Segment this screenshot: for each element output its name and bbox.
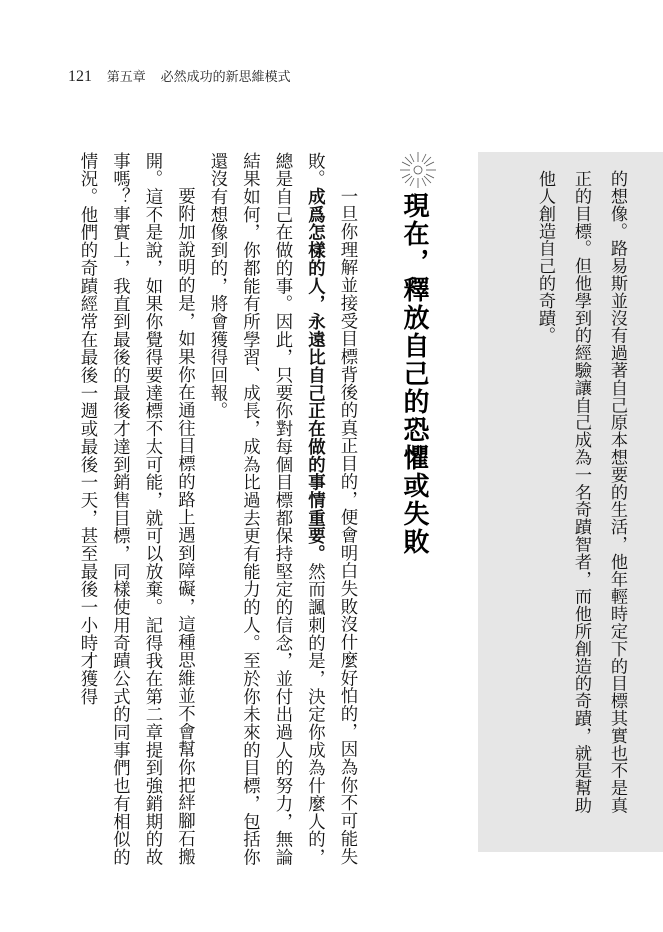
callout-box [478,152,663,852]
paragraph-1-intro: 一旦你理解並接受目標背後的真正目的，便會明白失敗沒什麼好怕的，因為你不可能失敗。 [304,152,357,866]
paragraph-1 [201,152,364,872]
paragraph-1-emphasis: 成爲怎樣的人，永遠比自己正在做的事情重要。 [304,187,325,563]
chapter-label: 第五章 [106,70,146,85]
chapter-title: 必然成功的新思維模式 [160,70,291,85]
section-heading: 現在，釋放自己的恐懼或失敗 [399,192,429,556]
running-header [68,66,291,86]
page-number: 121 [68,68,92,85]
paragraph-2: 要附加說明的是，如果你在通往目標的路上遇到障礙，這種思維並不會幫你把絆腳石搬開。這不是說，如果你覺得要達標不太可能，就可以放棄。記得我在第二章提到強銷期的故事嗎？事實上，我直到最後的最後才達到銷售目標，同樣使用奇蹟公式的同事們也有相似的情況。他們的奇蹟經常在最後一週或最後一天，甚至最後一小時才獲得 [77,152,195,866]
callout-text: 的想像。路易斯並沒有過著自己原本想要的生活，他年輕時定下的目標其實也不是真正的目標。但他學到的經驗讓自己成為一名奇蹟智者，而他所創造的奇蹟，就是幫助他人創造自己的奇蹟。 [535,170,627,814]
body-text [71,152,364,872]
paragraph-1-rest: 然而諷刺的是，決定你成為什麼人的，總是自己在做的事。因此，只要你對每個目標都保持堅定的信念，並付出過人的努力，無論結果如何，你都能有所學習、成長，成為比過去更有能力的人。至於你未來的目標，包括你還沒有想像到的，將會獲得回報。 [207,152,325,867]
starburst-ornament-icon [398,150,438,190]
